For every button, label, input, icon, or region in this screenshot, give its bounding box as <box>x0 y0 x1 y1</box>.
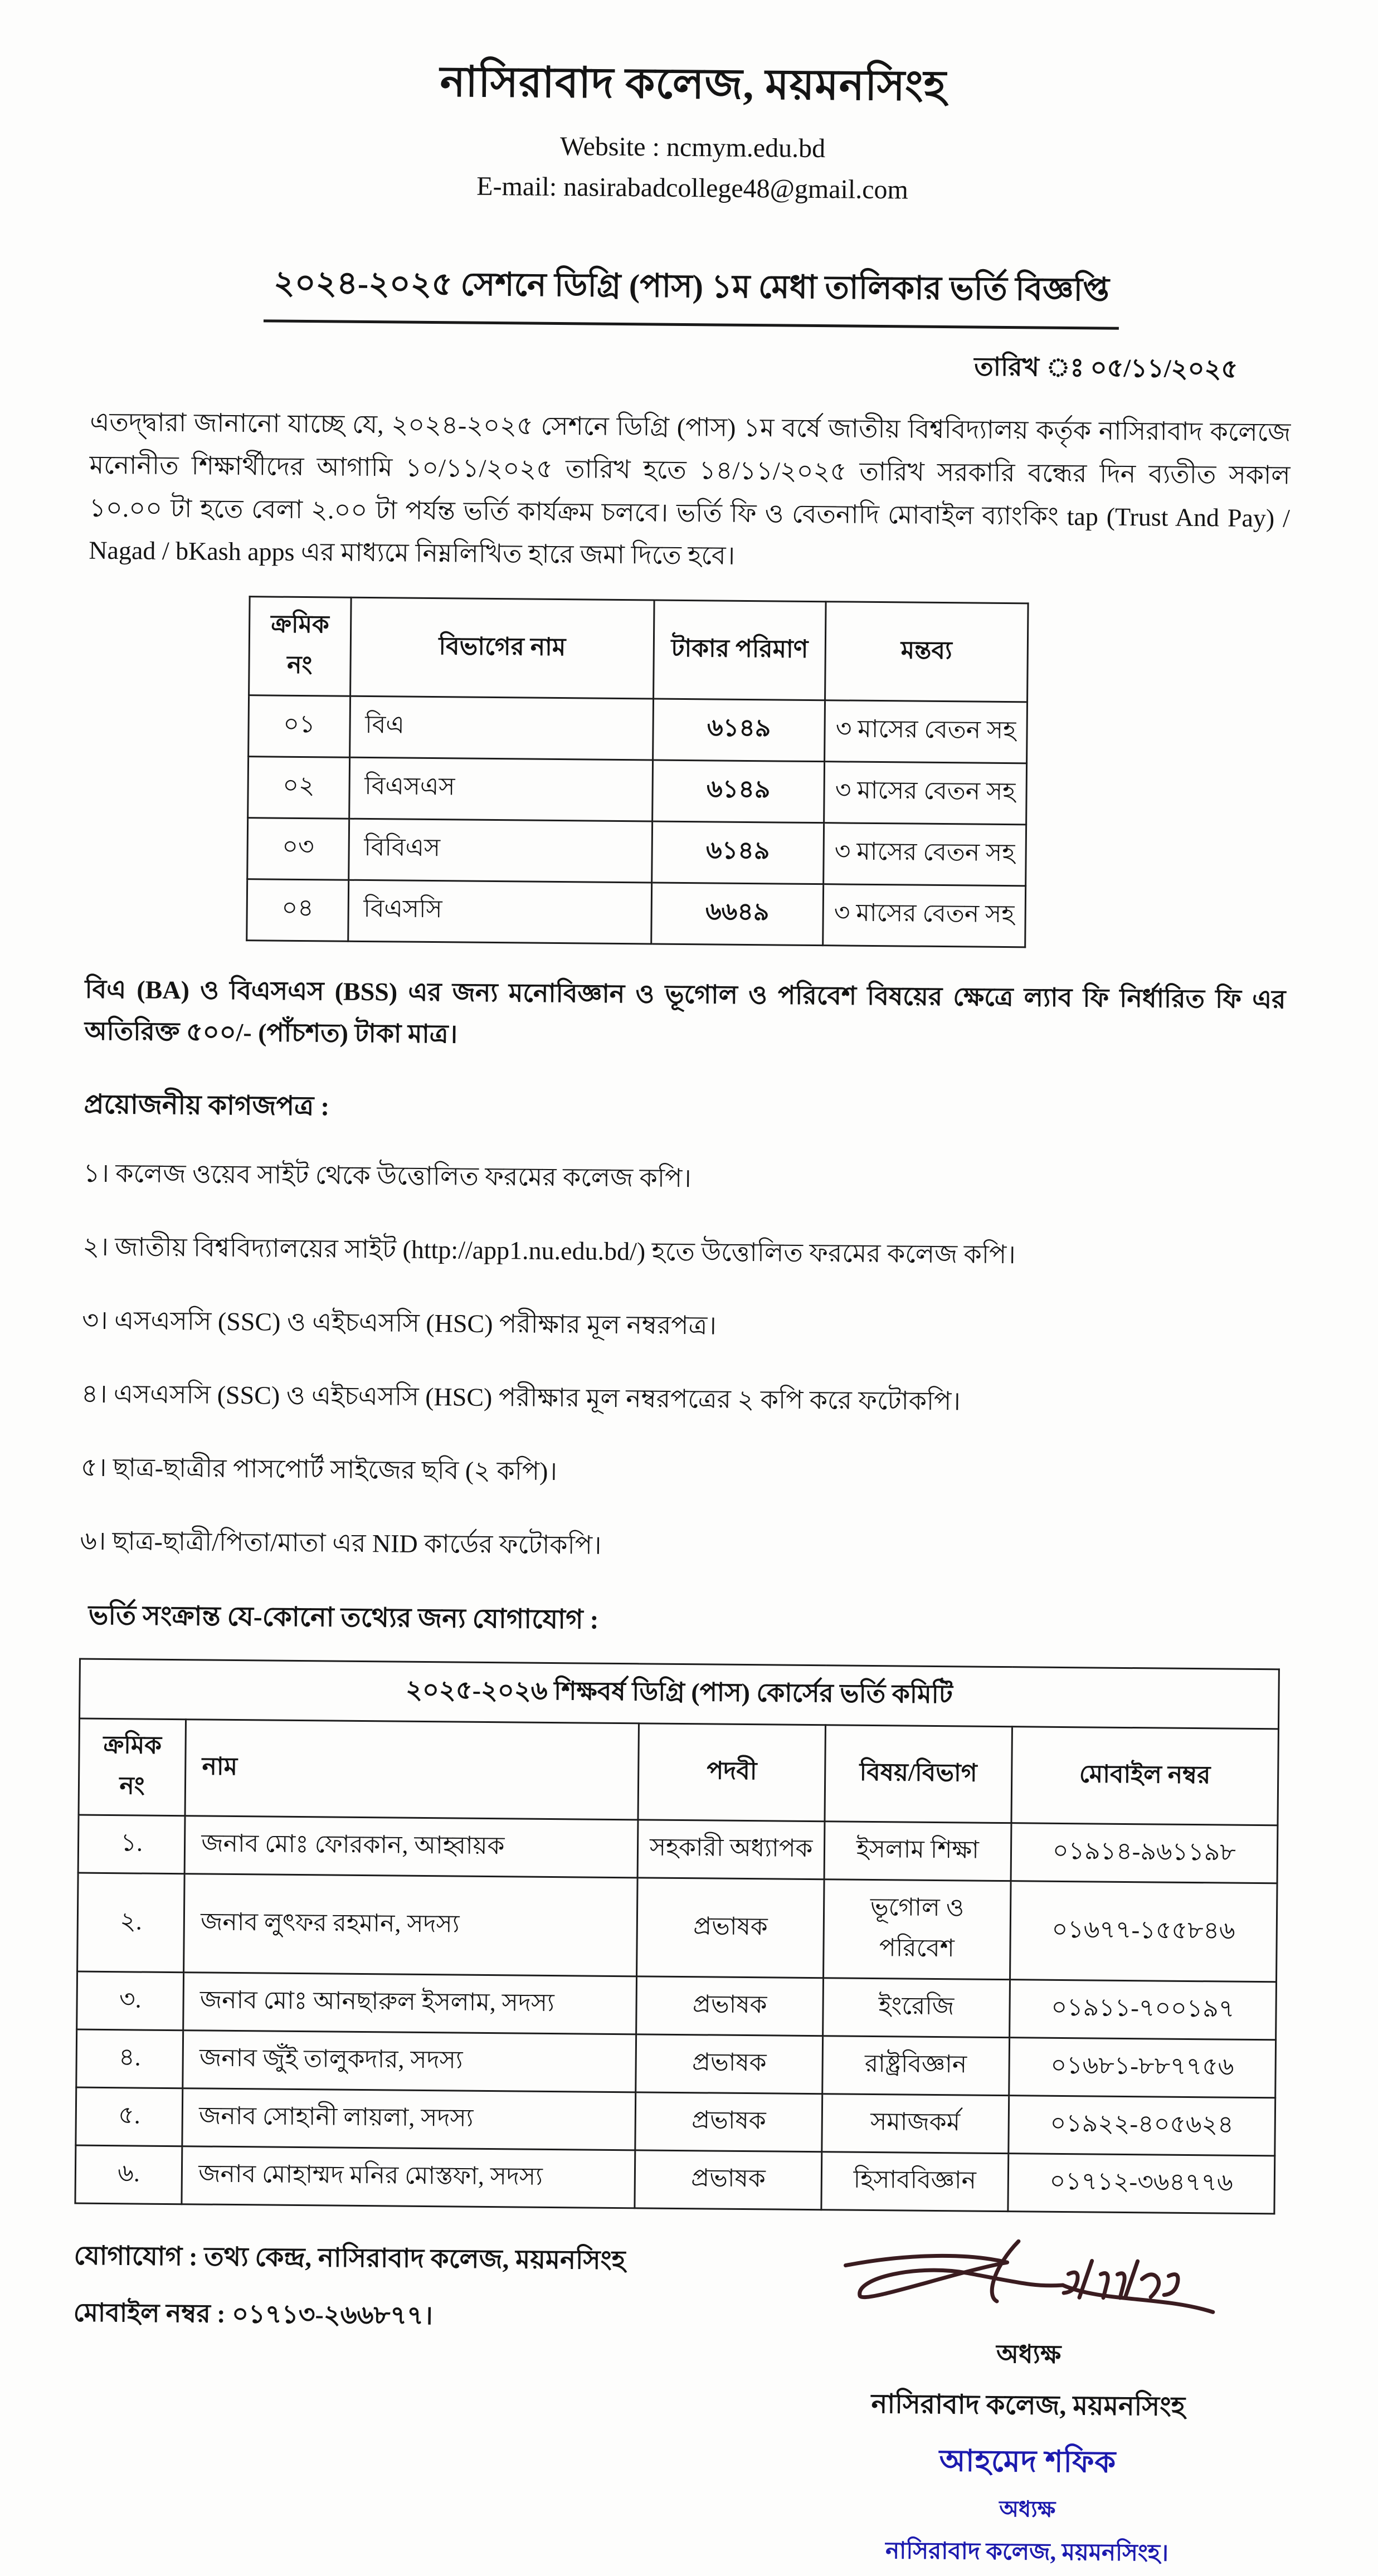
table-row <box>249 695 1028 763</box>
table-cell: ৩ মাসের বেতন সহ <box>822 884 1025 947</box>
table-cell: ০৩ <box>247 818 349 880</box>
table-cell: ইসলাম শিক্ষা <box>824 1822 1011 1881</box>
table-row <box>79 1718 1278 1825</box>
lab-fee-note: বিএ (BA) ও বিএসএস (BSS) এর জন্য মনোবিজ্ঞান ও ভূগোল ও পরিবেশ বিষয়ের ক্ষেত্রে ল্যাব ফি নির্ধারিত ফি এর অতিরিক্ত ৫০০/- (পাঁচশত) টাকা মাত্র। <box>84 975 1286 1049</box>
table-row <box>247 818 1026 886</box>
fee-table-head <box>249 597 1028 702</box>
committee-header-cell: ক্রমিক নং <box>79 1718 186 1816</box>
table-cell: ০১৯২২-৪০৫৬২৪ <box>1009 2096 1275 2156</box>
notice-title: ২০২৪-২০২৫ সেশনে ডিগ্রি (পাস) ১ম মেধা তালিকার ভর্তি বিজ্ঞপ্তি <box>264 257 1120 329</box>
table-row <box>76 2087 1275 2156</box>
table-row <box>76 2029 1276 2098</box>
table-cell: ৬৬৪৯ <box>651 883 823 946</box>
table-cell: প্রভাষক <box>635 2150 822 2210</box>
table-cell: ০১ <box>249 695 350 758</box>
table-cell: ১. <box>78 1815 185 1874</box>
table-cell: ইংরেজি <box>823 1978 1010 2038</box>
table-cell: ৬১৪৯ <box>653 760 824 823</box>
notice-body: এতদ্দ্বারা জানানো যাচ্ছে যে, ২০২৪-২০২৫ সেশনে ডিগ্রি (পাস) ১ম বর্ষে জাতীয় বিশ্ববিদ্যালয় কর্তৃক নাসিরাবাদ কলেজে মনোনীত শিক্ষার্থীদের আগামি ১০/১১/২০২৫ তারিখ হতে ১৪/১১/২০২৫ তারিখ সরকারি বন্ধের দিন ব্যতীত সকাল ১০.০০ টা হতে বেলা ২.০০ টা পর্যন্ত ভর্তি কার্যক্রম চলবে। ভর্তি ফি ও বেতনাদি মোবাইল ব্যাংকিং tap (Trust And Pay) / Nagad / bKash apps এর মাধ্যমে নিম্নলিখিত হারে জমা দিতে হবে। <box>89 407 1291 571</box>
committee-table <box>74 1658 1279 2215</box>
table-cell: ৪. <box>76 2029 183 2088</box>
table-row <box>77 1873 1277 1982</box>
table-cell: প্রভাষক <box>637 1878 824 1978</box>
table-cell: বিএ <box>349 696 654 760</box>
committee-header-cell: পদবী <box>638 1723 825 1822</box>
table-row <box>247 879 1026 947</box>
committee-header-cell: বিষয়/বিভাগ <box>825 1725 1012 1823</box>
document-item: ৪। এসএসসি (SSC) ও এইচএসসি (HSC) পরীক্ষার মূল নম্বরপত্রের ২ কপি করে ফটোকপি। <box>81 1379 961 1416</box>
table-row <box>78 1815 1278 1883</box>
committee-heading: ভর্তি সংক্রান্ত যে-কোনো তথ্যের জন্য যোগাযোগ : <box>88 1600 599 1635</box>
document-item: ২। জাতীয় বিশ্ববিদ্যালয়ের সাইট (http://app1.nu.edu.bd/) হতে উত্তোলিত ফরমের কলেজ কপি। <box>82 1232 1016 1269</box>
table-cell: প্রভাষক <box>635 2092 822 2152</box>
committee-table-title: ২০২৫-২০২৬ শিক্ষবর্ষ ডিগ্রি (পাস) কোর্সের ভর্তি কমিটি <box>80 1659 1279 1729</box>
table-cell: সমাজকর্ম <box>822 2094 1009 2154</box>
table-cell: জনাব সোহানী লায়লা, সদস্য <box>182 2088 636 2150</box>
table-cell: জনাব মোহাম্মদ মনির মোস্তফা, সদস্য <box>182 2146 635 2208</box>
table-cell: রাষ্ট্রবিজ্ঞান <box>822 2036 1010 2096</box>
footer-zone <box>71 2236 1275 2567</box>
table-cell: ২. <box>77 1873 185 1973</box>
fee-table <box>246 596 1029 948</box>
signature-institution: নাসিরাবাদ কলেজ, ময়মনসিংহ <box>871 2389 1186 2422</box>
table-cell: প্রভাষক <box>636 1976 824 2036</box>
committee-table-body <box>75 1815 1278 2214</box>
table-cell: ভূগোল ও পরিবেশ <box>824 1879 1011 1980</box>
table-cell: ০১৬৮১-৮৮৭৭৫৬ <box>1009 2038 1275 2098</box>
table-cell: ৫. <box>76 2087 183 2146</box>
table-cell: ৬১৪৯ <box>652 821 824 884</box>
email-line: E-mail: nasirabadcollege48@gmail.com <box>476 171 909 205</box>
committee-header-cell: মোবাইল নম্বর <box>1011 1727 1279 1825</box>
committee-table-head <box>79 1659 1279 1825</box>
table-cell: জনাব লুৎফর রহমান, সদস্য <box>184 1874 637 1976</box>
document-item: ৫। ছাত্র-ছাত্রীর পাসপোর্ট সাইজের ছবি (২ কপি)। <box>80 1453 558 1486</box>
contact-line: যোগাযোগ : তথ্য কেন্দ্র, নাসিরাবাদ কলেজ, ময়মনসিংহ <box>74 2241 626 2276</box>
mobile-line: মোবাইল নম্বর : ০১৭১৩-২৬৬৮৭৭। <box>73 2298 433 2330</box>
table-row <box>77 1971 1277 2040</box>
table-cell: বিএসএস <box>349 757 653 821</box>
table-cell: জনাব মোঃ আনছারুল ইসলাম, সদস্য <box>183 1973 637 2034</box>
table-row <box>75 2145 1275 2214</box>
fee-table-header-cell: মন্তব্য <box>825 602 1028 702</box>
table-cell: ০২ <box>248 757 350 819</box>
table-cell: হিসাববিজ্ঞান <box>821 2152 1009 2212</box>
table-cell: ৩ মাসের বেতন সহ <box>824 762 1026 825</box>
table-row <box>249 597 1028 702</box>
table-row <box>80 1659 1279 1729</box>
documents-heading: প্রয়োজনীয় কাগজপত্র : <box>84 1089 330 1122</box>
notice-date: তারিখ ঃ ০৫/১১/২০২৫ <box>974 352 1238 383</box>
stamp-institution: নাসিরাবাদ কলেজ, ময়মনসিংহ। <box>885 2538 1169 2567</box>
table-cell: ৩. <box>77 1971 184 2030</box>
table-cell: ৩ মাসের বেতন সহ <box>823 823 1026 886</box>
table-cell: জনাব মোঃ ফোরকান, আহ্বায়ক <box>184 1816 638 1878</box>
table-cell: জনাব জুঁই তালুকদার, সদস্য <box>183 2030 636 2092</box>
document-item: ৬। ছাত্র-ছাত্রী/পিতা/মাতা এর NID কার্ডের ফটোকপি। <box>80 1526 602 1560</box>
stamp-name: আহমেদ শফিক <box>939 2444 1117 2480</box>
fee-table-header-cell: টাকার পরিমাণ <box>654 600 826 700</box>
table-cell: ৩ মাসের বেতন সহ <box>824 700 1027 763</box>
table-cell: ০১৯১৪-৯৬১১৯৮ <box>1011 1823 1278 1883</box>
fee-table-header-cell: বিভাগের নাম <box>350 597 654 699</box>
table-cell: ০১৬৭৭-১৫৫৮৪৬ <box>1010 1881 1277 1982</box>
college-name: নাসিরাবাদ কলেজ, ময়মনসিংহ <box>440 59 947 110</box>
signature-scribble <box>834 2231 1225 2340</box>
fee-table-header-cell: ক্রমিক নং <box>249 597 351 697</box>
table-row <box>248 757 1027 825</box>
letterhead <box>92 46 1294 209</box>
fee-table-body <box>247 695 1028 947</box>
table-cell: বিএসসি <box>348 880 652 944</box>
document-item: ৩। এসএসসি (SSC) ও এইচএসসি (HSC) পরীক্ষার মূল নম্বরপত্র। <box>82 1306 717 1340</box>
documents-list <box>80 1154 1284 1575</box>
document-item: ১। কলেজ ওয়েব সাইট থেকে উত্তোলিত ফরমের কলেজ কপি। <box>83 1158 692 1193</box>
table-cell: ০১৯১১-৭০০১৯৭ <box>1009 1980 1276 2040</box>
table-cell: সহকারী অধ্যাপক <box>637 1820 825 1879</box>
table-cell: প্রভাষক <box>636 2034 823 2094</box>
table-cell: ০১৭১২-৩৬৪৭৭৬ <box>1008 2154 1275 2214</box>
table-cell: ৬১৪৯ <box>653 699 825 762</box>
title-wrap <box>91 256 1292 332</box>
signature-designation: অধ্যক্ষ <box>996 2340 1062 2369</box>
website-line: Website : ncmym.edu.bd <box>559 131 826 164</box>
signature-block <box>804 2231 1253 2575</box>
table-cell: ০৪ <box>247 879 349 942</box>
stamp-designation: অধ্যক্ষ <box>999 2496 1056 2523</box>
table-cell: বিবিএস <box>348 819 653 883</box>
committee-header-cell: নাম <box>185 1720 639 1820</box>
table-cell: ৬. <box>75 2145 182 2204</box>
